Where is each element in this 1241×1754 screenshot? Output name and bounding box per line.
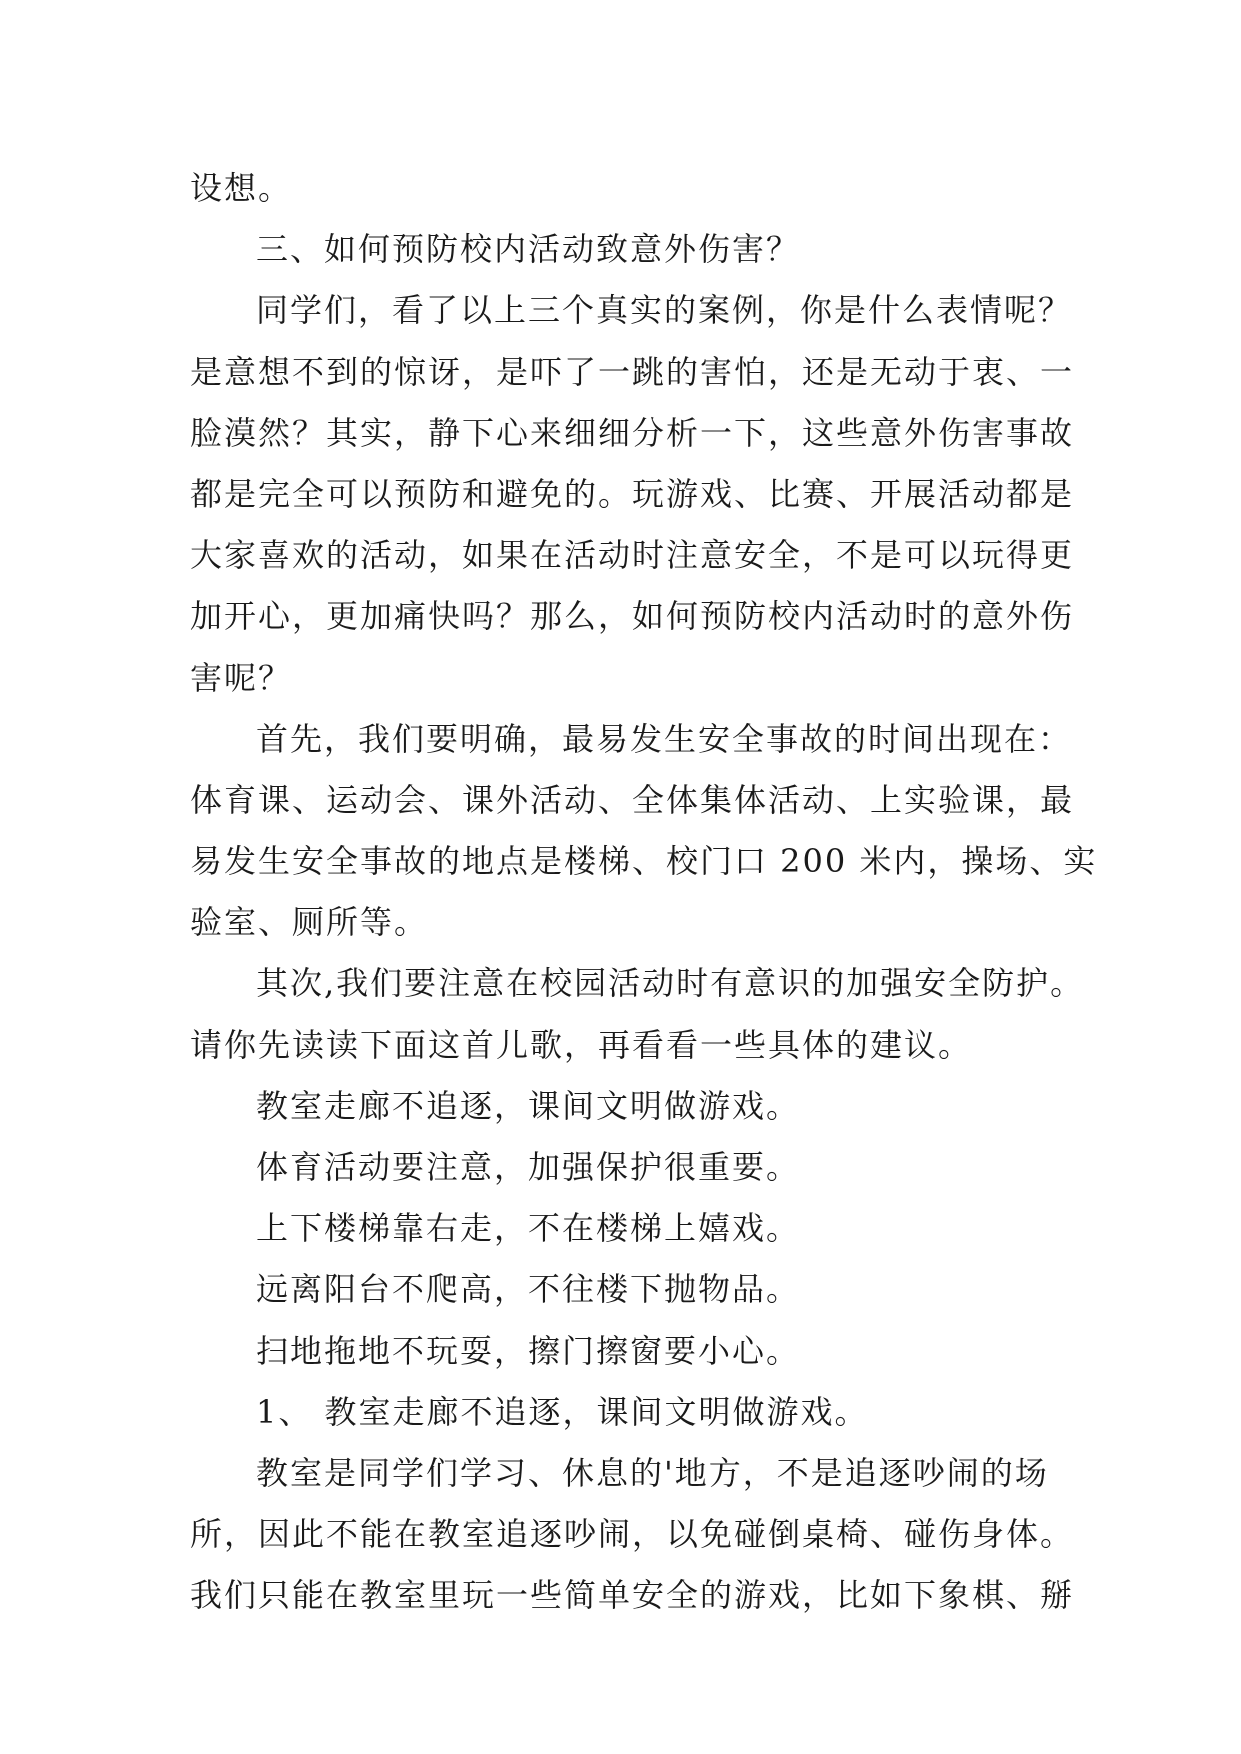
text-line: 易发生安全事故的地点是楼梯、校门口 200 米内，操场、实 xyxy=(190,842,1098,881)
section-heading: 三、如何预防校内活动致意外伤害？ xyxy=(256,230,801,269)
text-line: 设想。 xyxy=(190,169,293,207)
text-line: 体育课、运动会、课外活动、全体集体活动、上实验课，最 xyxy=(190,780,1075,819)
text-line: 其次,我们要注意在校园活动时有意识的加强安全防护。 xyxy=(256,964,1085,1003)
text-line: 害呢？ xyxy=(190,658,293,697)
text-line: 教室是同学们学习、休息的'地方，不是追逐吵闹的场 xyxy=(256,1453,1049,1492)
poem-line: 上下楼梯靠右走，不在楼梯上嬉戏。 xyxy=(256,1209,801,1248)
text-line: 首先，我们要明确，最易发生安全事故的时间出现在： xyxy=(256,719,1073,758)
poem-line: 扫地拖地不玩耍，擦门擦窗要小心。 xyxy=(256,1331,801,1370)
subsection-heading: 1、 教室走廊不追逐，课间文明做游戏。 xyxy=(256,1392,869,1431)
text-line: 同学们，看了以上三个真实的案例，你是什么表情呢？ xyxy=(256,291,1073,330)
text-line: 大家喜欢的活动，如果在活动时注意安全，不是可以玩得更 xyxy=(190,536,1075,575)
poem-line: 体育活动要注意，加强保护很重要。 xyxy=(256,1148,801,1186)
text-line: 加开心，更加痛快吗？那么，如何预防校内活动时的意外伤 xyxy=(190,597,1075,636)
text-line: 脸漠然？其实，静下心来细细分析一下，这些意外伤害事故 xyxy=(190,413,1075,452)
text-line: 所，因此不能在教室追逐吵闹，以免碰倒桌椅、碰伤身体。 xyxy=(190,1515,1075,1554)
text-line: 请你先读读下面这首儿歌，再看看一些具体的建议。 xyxy=(190,1025,973,1064)
poem-line: 教室走廊不追逐，课间文明做游戏。 xyxy=(256,1086,801,1125)
document-body xyxy=(190,158,1098,1627)
text-line: 是意想不到的惊讶，是吓了一跳的害怕，还是无动于衷、一 xyxy=(190,352,1075,391)
text-line: 我们只能在教室里玩一些简单安全的游戏，比如下象棋、掰 xyxy=(190,1576,1075,1615)
text-line: 都是完全可以预防和避免的。玩游戏、比赛、开展活动都是 xyxy=(190,474,1075,513)
text-line: 验室、厕所等。 xyxy=(190,903,429,942)
poem-line: 远离阳台不爬高，不往楼下抛物品。 xyxy=(256,1270,801,1309)
